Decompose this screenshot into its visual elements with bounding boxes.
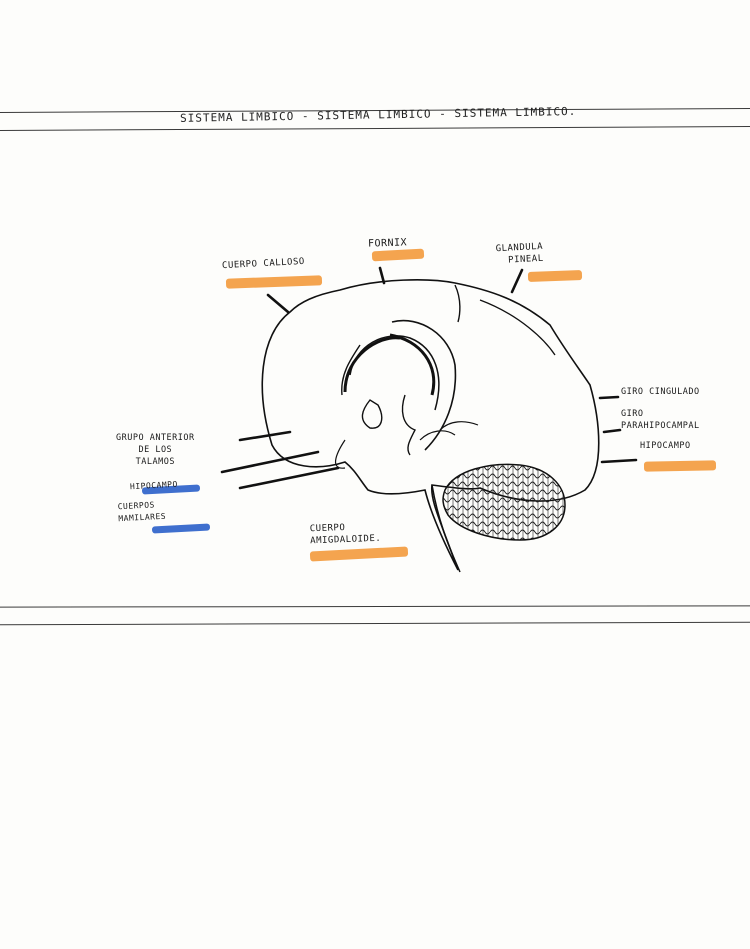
- page-title: SISTEMA LIMBICO - SISTEMA LIMBICO - SISTEMA LIMBICO.: [179, 104, 577, 125]
- label-giro-cingulado: GIRO CINGULADO: [621, 387, 700, 397]
- label-giro-parahipocampal: GIRO PARAHIPOCAMPAL: [621, 409, 700, 431]
- cerebellum: [443, 464, 565, 540]
- label-glandula-pineal: GLANDULA PINEAL: [495, 241, 544, 266]
- label-cuerpo-amigdaloide: CUERPO AMIGDALOIDE.: [309, 523, 382, 547]
- leader-cuerpo-calloso: [268, 295, 288, 312]
- leader-cuerpos-mamilares: [240, 468, 338, 488]
- leader-hipocampo-right: [602, 460, 636, 462]
- leader-fornix: [380, 268, 384, 283]
- label-cuerpos-mamilares: CUERPOS MAMILARES: [117, 500, 167, 524]
- label-cuerpo-calloso: CUERPO CALLOSO: [221, 256, 306, 272]
- label-hipocampo-right: HIPOCAMPO: [640, 441, 691, 451]
- leader-glandula-pineal: [512, 270, 522, 292]
- label-hipocampo-left: HIPOCAMPO: [129, 479, 179, 492]
- label-fornix: FORNIX: [367, 237, 408, 250]
- leader-grupo-anterior: [240, 432, 290, 440]
- label-grupo-anterior: GRUPO ANTERIOR DE LOS TALAMOS: [116, 433, 195, 467]
- highlight-hipocampo-right: [644, 460, 716, 471]
- leader-hipocampo-left: [222, 452, 318, 472]
- highlight-glandula-pineal: [528, 270, 582, 282]
- leader-giro-cingulado: [600, 397, 618, 398]
- fornix-arc: [392, 321, 455, 450]
- leader-giro-parahipocampal: [604, 430, 620, 432]
